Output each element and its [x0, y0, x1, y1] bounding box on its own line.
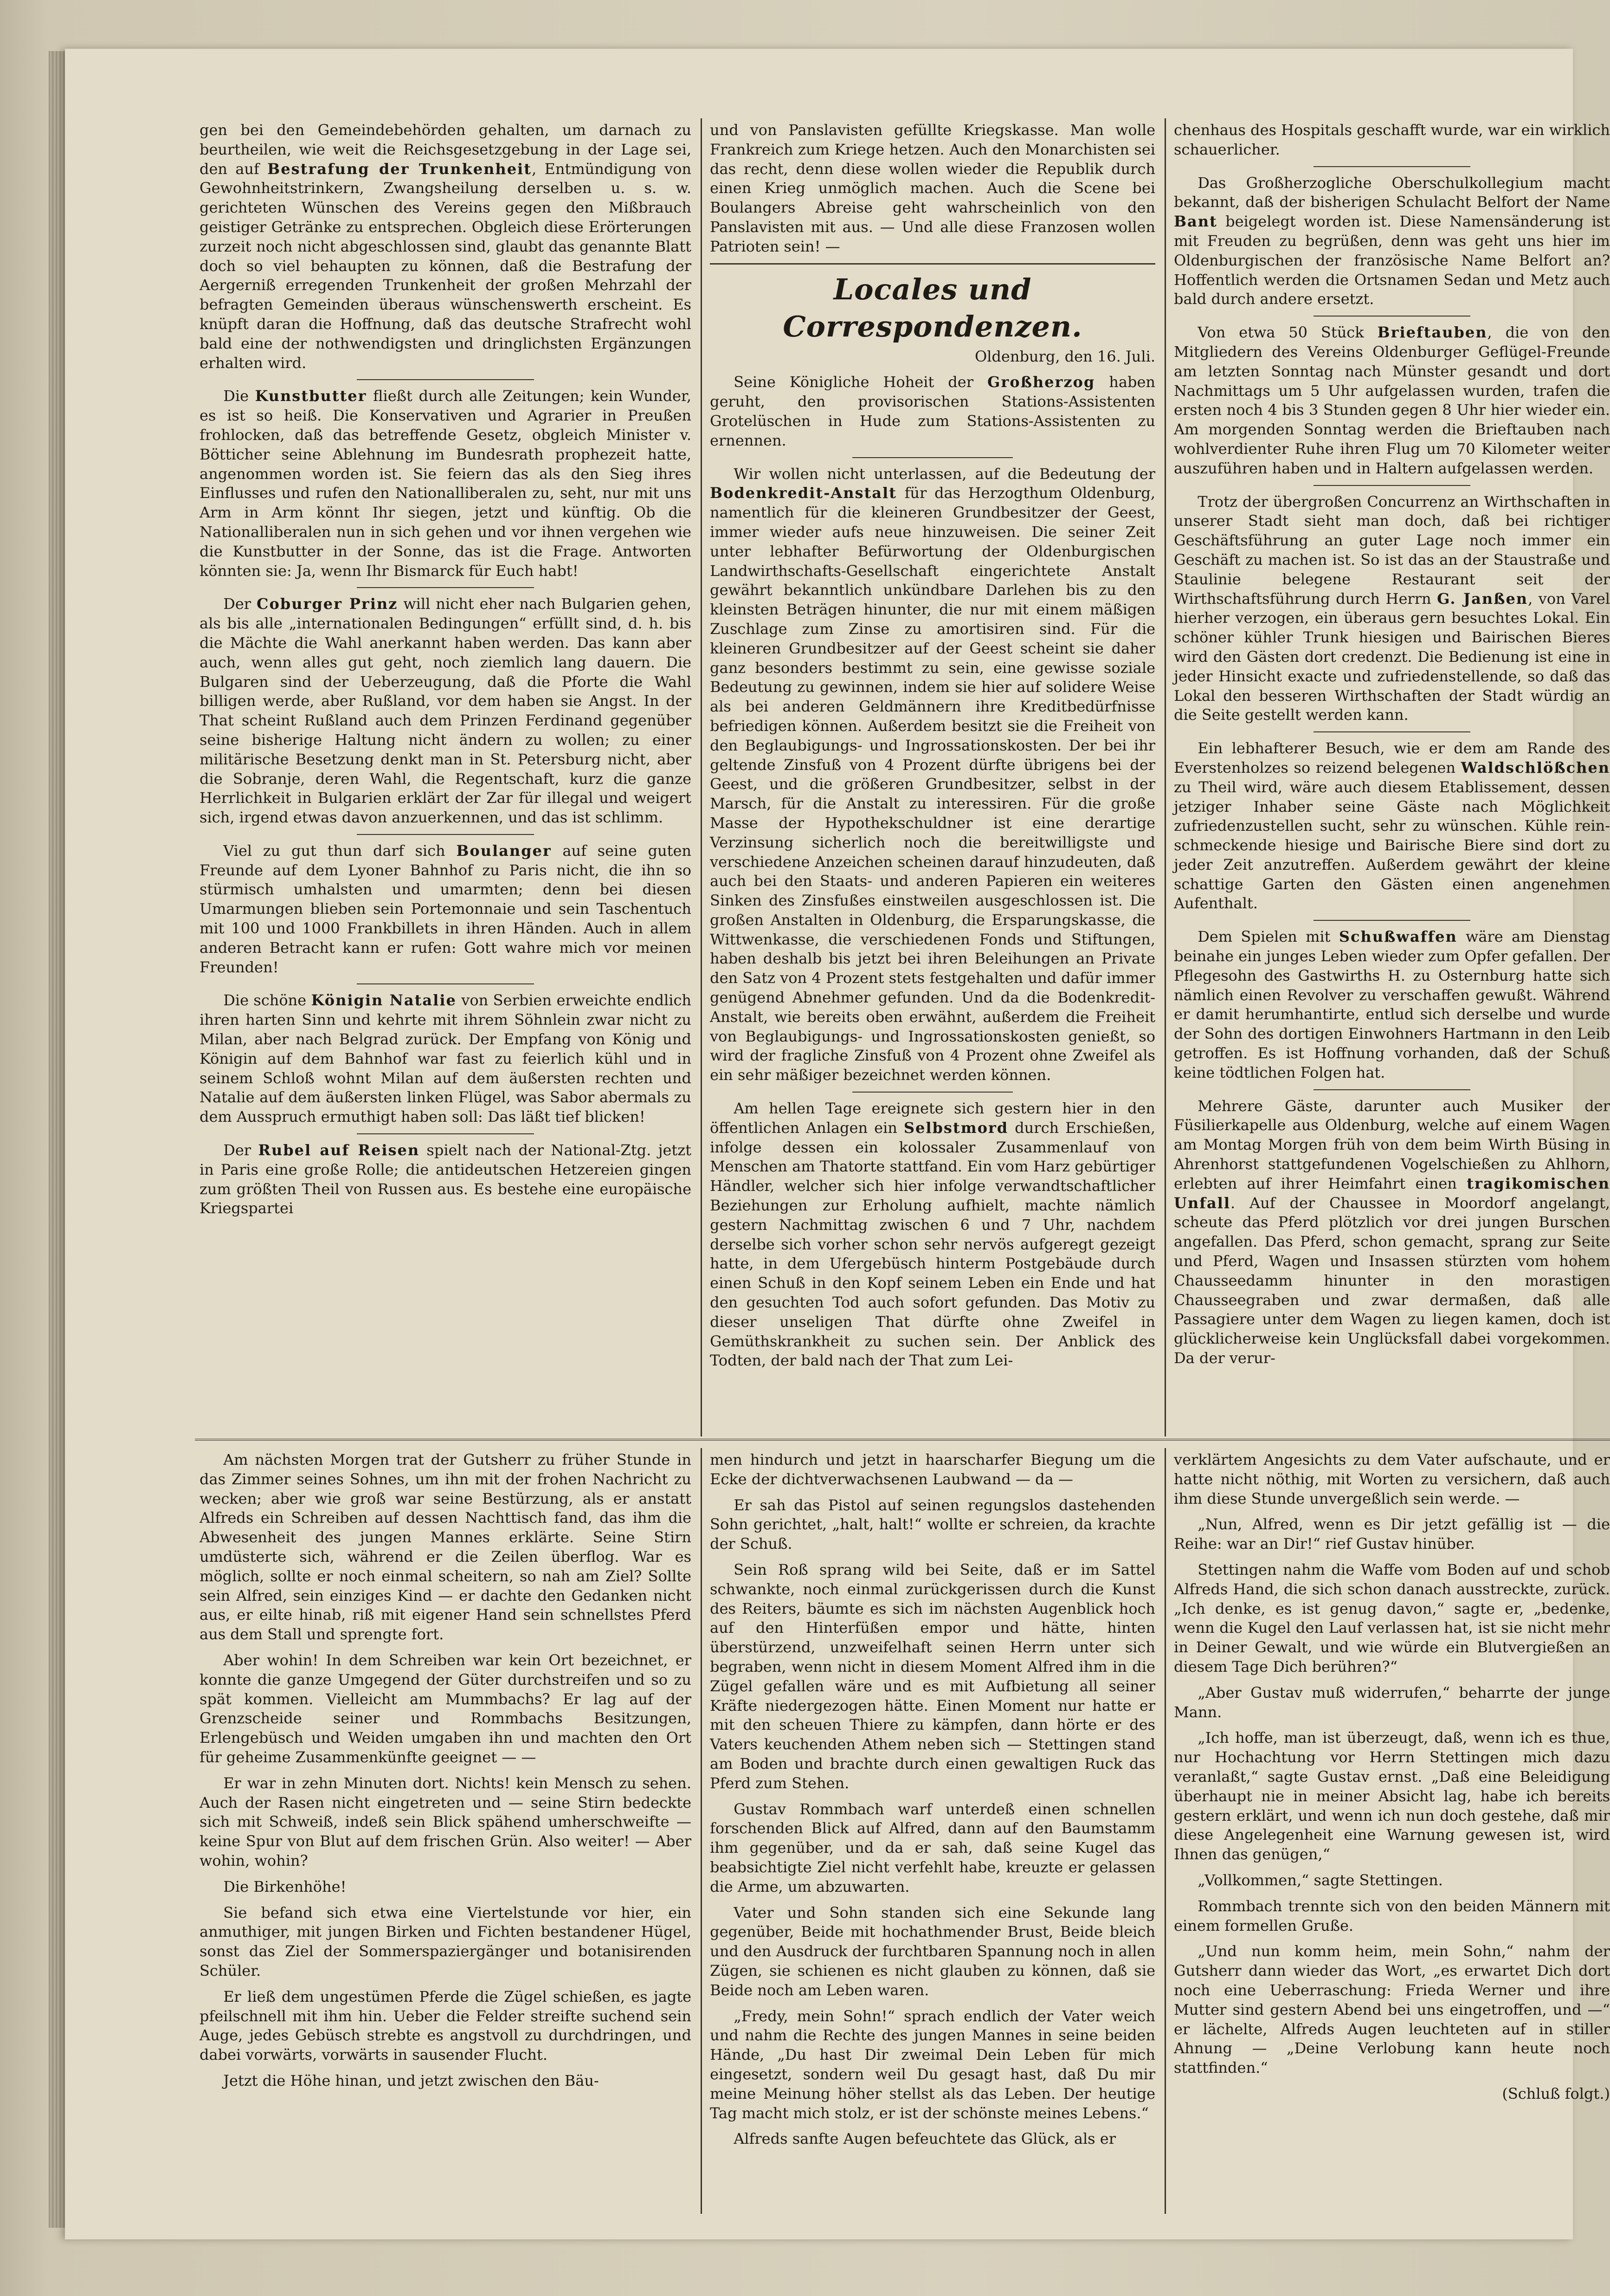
article-waldschloesschen [1174, 739, 1610, 913]
text: Am hellen Tage ereignete sich gestern hier in den öffentlichen Anlagen ein [710, 1099, 1155, 1137]
text: durch Erschießen, infolge dessen ein kolossaler Zusammenlauf von Menschen am Thatorte stattfand. Ein vom Harz gebürtiger Händler, welcher sich hier infolge verwandtschaftlicher Beziehungen zur Erholung aufhielt, machte nämlich gestern Nachmittag zwischen 6 und 7 Uhr, nachdem derselbe sich vorher schon sehr nervös aufgeregt gezeigt hatte, in dem Ufergebüsch hinterm Postgebäude durch einen Schuß in den Kopf seinem Leben ein Ende und hat den gesuchten Tod auch sofort gefunden. Das Motiv zu dieser unseligen That dürfte ohne Zweifel in Gemüthskrankheit zu suchen sein. Der Anblick des Todten, der bald nach der That zum Lei- [710, 1119, 1156, 1370]
story-paragraph: Aber wohin! In dem Schreiben war kein Ort bezeichnet, er konnte die ganze Umgegend der Güter durchstreifen und so zu spät kommen. Vielleicht am Mummbachs? Er lag auf der Grenzscheide seiner und Rommbachs Besitzungen, Erlengebüsch und Weiden umgaben ihn und machten den Ort für geheime Zusammenkünfte geeignet — — [200, 1651, 691, 1766]
divider [1314, 316, 1470, 317]
section-heading: Locales und Correspondenzen. [783, 272, 1082, 343]
story-paragraph: Jetzt die Höhe hinan, und jetzt zwischen den Bäu- [223, 2071, 599, 2089]
text: beigelegt worden ist. Diese Namensänderung ist mit Freuden zu begrüßen, denn was geht uns hier im Oldenburgischen der französische Name Belfort an? Hoffentlich werden die Ortsnamen Sedan und Metz auch bald durch andere ersetzt. [1174, 213, 1610, 308]
text: Trotz der übergroßen Concurrenz an Wirthschaften in unserer Stadt sieht man doch, daß bei richtiger Geschäftsführung an guter Lage noch immer ein Geschäft zu machen ist. So ist das an der Staustraße und Staulinie belegene Restaurant seit der Wirthschaftsführung durch Herrn [1174, 492, 1610, 608]
divider [1314, 920, 1470, 921]
story-paragraph: „Vollkommen,“ sagte Stettingen. [1198, 1871, 1443, 1889]
lower-column-1 [200, 1450, 691, 2212]
keyword: Selbstmord [903, 1119, 1009, 1137]
article-selbstmord [710, 1099, 1155, 1371]
text: auf seine guten Freunde auf dem Lyoner Bahnhof zu Paris nicht, die ihn so stürmisch umhalsten und umarmten; denn bei diesen Umarmungen blieben sein Portemonnaie und sein Taschentuch mit 100 und 1000 Frankbillets in ihren Händen. Auch in allem anderen Betracht kann er rufen: Gott wahre mich vor meinen Freunden! [200, 841, 692, 976]
text: , Entmündigung von Gewohnheitstrinkern, Zwangsheilung derselben u. s. w. gerichteten Wünschen des Vereins gegen den Mißbrauch geistiger Getränke zu entsprechen. Obgleich diese Erörterungen zurzeit noch nicht abgeschlossen sind, glaubt das genannte Blatt doch so viel behaupten zu können, daß die Bestrafung der Aergerniß erregenden Trunkenheit der großen Mehrzahl der befragten Gemeinden überaus wünschenswerth erscheint. Es knüpft daran die Hoffnung, daß das deutsche Strafrecht wohl bald eine der nothwendigsten und dringlichsten Ergänzungen erhalten wird. [200, 160, 691, 372]
text: Viel zu gut thun darf sich [223, 841, 457, 860]
lower-column-2 [710, 1450, 1155, 2212]
article-coburger-prinz [200, 595, 691, 828]
lower-column-3 [1174, 1450, 1610, 2212]
story-paragraph: „Nun, Alfred, wenn es Dir jetzt gefällig ist — die Reihe: war an Dir!“ rief Gustav hinüber. [1174, 1515, 1610, 1553]
text: Das Großherzogliche Oberschulkollegium macht bekannt, daß der bisherigen Schulacht Belfort der Name [1174, 174, 1610, 211]
article-bant [1174, 174, 1610, 310]
article-leichenhaus: chenhaus des Hospitals geschafft wurde, war ein wirklich schauerlicher. [1174, 121, 1610, 158]
keyword: Boulanger [456, 841, 552, 860]
column-rule [1165, 1448, 1166, 2214]
divider [852, 1092, 1013, 1093]
keyword: Kunstbutter [255, 387, 367, 405]
divider [1314, 1089, 1470, 1090]
keyword: Königin Natalie [311, 991, 457, 1009]
keyword: Bant [1174, 213, 1217, 231]
divider [1314, 166, 1470, 167]
story-paragraph: „Fredy, mein Sohn!“ sprach endlich der Vater weich und nahm die Rechte des jungen Mannes in seine beiden Hände, „Du hast Dir zweimal Dein Leben für mich eingesetzt, sondern weil Du gesagt hast, daß Du mir meine Meinung höher stellst als das Leben. Der heutige Tag macht mich stolz, er ist der schönste meines Lebens.“ [710, 2007, 1155, 2122]
divider [357, 379, 534, 380]
text: Die schöne [223, 991, 311, 1009]
upper-column-3 [1174, 121, 1610, 1434]
article-panslavisten: und von Panslavisten gefüllte Kriegskasse. Man wolle Frankreich zum Kriege hetzen. Auch den Monarchisten sei das recht, denn diese wollen wieder die Republik durch einen Krieg unmöglich machen. Auch die Scene bei Boulangers Abreise geht wahrscheinlich von den Panslavisten mit aus. — Und alle diese Franzosen wollen Patrioten sein! — [710, 121, 1155, 255]
article-natalie [200, 991, 691, 1127]
story-paragraph: Am nächsten Morgen trat der Gutsherr zu früher Stunde in das Zimmer seines Sohnes, um ihn mit der frohen Nachricht zu wecken; aber wie groß war seine Bestürzung, als er anstatt Alfreds ein Schreiben auf dessen Nachttisch fand, das ihm die Abwesenheit des jungen Mannes erklärte. Seine Stirn umdüsterte sich, während er die Zeilen überflog. War es möglich, sollte er noch einmal scheitern, so nah am Ziel? Sollte sein Alfred, sein einziges Kind — er dachte den Gedanken nicht aus, er eilte hinab, riß mit eigener Hand sein schnellstes Pferd aus dem Stall und sprengte fort. [200, 1451, 691, 1643]
text: Seine Königliche Hoheit der [734, 373, 988, 391]
upper-column-1 [200, 121, 691, 1434]
keyword: Coburger Prinz [257, 595, 398, 613]
stacked-page-edges [49, 51, 67, 2228]
newspaper-page [65, 49, 1610, 2239]
text: Die [223, 387, 255, 405]
section-rule [710, 263, 1155, 265]
text: Der [223, 1141, 258, 1159]
keyword: G. Janßen [1437, 589, 1528, 608]
article-trunkenheit [200, 121, 691, 373]
story-paragraph: men hindurch und jetzt in haarscharfer Biegung um die Ecke der dichtverwachsenen Laubwand — da — [710, 1451, 1155, 1488]
divider [1314, 485, 1470, 486]
text: Ein lebhafterer Besuch, wie er dem am Rande des Everstenholzes so reizend belegenen [1174, 739, 1610, 776]
keyword: Brieftauben [1377, 323, 1488, 342]
story-paragraph: Stettingen nahm die Waffe vom Boden auf und schob Alfreds Hand, die sich schon danach ausstreckte, zurück. „Ich denke, es ist genug davon,“ sagte er, „bedenke, wenn die Kugel den Lauf verlassen hat, ist sie nicht mehr in Deiner Gewalt, und wie würde ein Blutvergießen an diesem Tage Dich berühren?“ [1174, 1560, 1610, 1675]
text: will nicht eher nach Bulgarien gehen, als bis alle „internationalen Bedingungen“ erfüllt sind, d. h. bis die Mächte die Wahl anerkannt haben werden. Das kann aber auch, wenn alles gut geht, noch ziemlich lang dauern. Die Bulgaren sind der Ueberzeugung, daß die Pforte die Wahl billigen werde, aber Rußland, vor dem haben sie Angst. In der That scheint Rußland auch dem Prinzen Ferdinand gegenüber seine bisherige Haltung nicht ändern zu wollen; zu einer militärische Besetzung denkt man in St. Petersburg nicht, aber die Sobranje, deren Wahl, die Regentschaft, kurz die ganze Herrlichkeit in Bulgarien erklärt der Zar für illegal und weigert sich, irgend etwas davon anzuerkennen, und das ist schlimm. [200, 595, 692, 827]
text: zu Theil wird, wäre auch diesem Etablissement, dessen jetziger Inhaber seine Gäste nach Möglichkeit zufriedenzustellen sucht, sehr zu wünschen. Kühle rein-schmeckende hiesige und Bairische Biere sind dort zu jeder Zeit anzutreffen. Außerdem gewährt der kleine schattige Garten den Gästen einen angenehmen Aufenthalt. [1174, 778, 1610, 912]
divider [1314, 731, 1470, 732]
story-paragraph: verklärtem Angesichts zu dem Vater aufschaute, und er hatte nicht nöthig, mit Worten zu versichern, daß auch ihm diese Stunde unvergeßlich sein werde. — [1174, 1451, 1610, 1507]
story-paragraph: Sein Roß sprang wild bei Seite, daß er im Sattel schwankte, noch einmal zurückgerissen durch die Kunst des Reiters, bäumte es sich im nächsten Augenblick hoch auf den Hinterfüßen empor und hätte, hinten überstürzend, unzweifelhaft seinen Herrn unter sich begraben, wenn nicht in diesem Moment Alfred ihm in die Zügel gefallen wäre und es mit Aufbietung all seiner Kräfte niedergezogen hätte. Einen Moment nur hatte er mit den scheuen Thiere zu kämpfen, dann hörte er des Vaters keuchenden Athem neben sich — Stettingen stand am Boden und brachte durch einen gewaltigen Ruck das Pferd zum Stehen. [710, 1560, 1155, 1792]
article-unfall [1174, 1097, 1610, 1368]
story-paragraph: Er ließ dem ungestümen Pferde die Zügel schießen, es jagte pfeilschnell mit ihm hin. Ueber die Felder streifte suchend sein Auge, jedes Gebüsch strebte es angstvoll zu durchdringen, und dabei vorwärts, vorwärts in sausender Flucht. [200, 1987, 691, 2064]
feuilleton-separator [195, 1439, 1610, 1441]
keyword: Rubel auf Reisen [258, 1141, 420, 1159]
text: Von etwa 50 Stück [1198, 323, 1378, 342]
story-paragraph: Rommbach trennte sich von den beiden Männern mit einem formellen Gruße. [1174, 1897, 1610, 1934]
text: Wir wollen nicht unterlassen, auf die Bedeutung der [734, 465, 1155, 483]
dateline: Oldenburg, den 16. Juli. [974, 347, 1155, 365]
text: , die von den Mitgliedern des Vereins Oldenburger Geflügel-Freunde am letzten Sonntag nach Münster gesandt und dort Nachmittags um 5 Uhr aufgelassen wurden, trafen die ersten noch 4 bis 3 Stunden gegen 8 Uhr hier wieder ein. Am morgenden Sonntag werden die Brieftauben nach wohlverdienter Ruhe ihren Flug um 70 Kilometer weiter auszuführen haben und in Haltern aufgelassen werden. [1174, 323, 1610, 477]
story-paragraph: Vater und Sohn standen sich eine Sekunde lang gegenüber, Beide mit hochathmender Brust, Beide bleich und den Ausdruck der furchtbaren Spannung noch in allen Zügen, sie schienen es nicht glauben zu können, daß sie Beide noch am Leben waren. [710, 1903, 1155, 1999]
text: spielt nach der National-Ztg. jetzt in Paris eine große Rolle; die antideutschen Hetzereien gingen zum größten Theil von Russen aus. Es bestehe eine europäische Kriegspartei [200, 1141, 691, 1217]
story-paragraph: Sie befand sich etwa eine Viertelstunde vor hier, ein anmuthiger, mit jungen Birken und Fichten bestandener Hügel, sonst das Ziel der Sommerspaziergänger und botanisirenden Schüler. [200, 1903, 691, 1979]
article-janssen [1174, 492, 1610, 725]
text: wäre am Dienstag beinahe ein junges Leben wieder zum Opfer gefallen. Der Pflegesohn des Gastwirths H. zu Osternburg hatte sich nämlich einen Revolver zu verschaffen gewußt. Während er damit herumhantirte, entlud sich derselbe und wurde der Sohn des dortigen Einwohners Hartmann in den Leib getroffen. Es ist Hoffnung vorhanden, daß der Schuß keine tödtlichen Folgen hat. [1174, 928, 1610, 1081]
text: . Auf der Chaussee in Moordorf angelangt, scheute das Pferd plötzlich vor drei jungen Burschen angefallen. Das Pferd, schon gemacht, sprang zur Seite und Pferd, Wagen und Insassen stürzten vom hohem Chausseedamm hinunter in den morastigen Chausseegraben und zwar dermaßen, daß alle Passagiere unter dem Wagen zu liegen kamen, doch ist glücklicherweise kein Unglücksfall dabei vorgekommen. Da der verur- [1174, 1194, 1610, 1367]
column-rule [701, 1448, 702, 2214]
article-boulanger [200, 841, 691, 977]
article-schusswaffen [1174, 927, 1610, 1082]
article-rubel [200, 1141, 691, 1218]
story-paragraph: Die Birkenhöhe! [223, 1877, 347, 1895]
divider [357, 834, 534, 835]
text: Mehrere Gäste, darunter auch Musiker der Füsilierkapelle aus Oldenburg, welche auf einem Wagen am Montag Morgen früh von dem beim Wirth Büsing in Ahrenhorst stattgefundenen Vogelschießen zu Ahlhorn, erlebten auf ihrer Heimfahrt einen [1174, 1097, 1610, 1192]
divider [852, 457, 1013, 458]
story-paragraph: Alfreds sanfte Augen befeuchtete das Glück, als er [734, 2130, 1116, 2148]
text: von Serbien erweichte endlich ihren harten Sinn und kehrte mit ihrem Söhnlein zwar nicht zu Milan, aber nach Belgrad zurück. Der Empfang von König und Königin auf dem Bahnhof war fast zu feierlich kühl und in seinem Schloß wohnt Milan auf dem äußersten rechten und Natalie auf dem äußersten linken Flügel, was Sabor abermals zu dem Ausspruch ermuthigt haben soll: Das läßt tief blicken! [200, 991, 692, 1126]
column-rule [1165, 118, 1166, 1436]
text: für das Herzogthum Oldenburg, namentlich für die kleineren Grundbesitzer der Geest, immer wieder aufs neue hinzuweisen. Die seiner Zeit unter lebhafter Befürwortung der Oldenburgischen Landwirthschafts-Gesellschaft eingerichtete Anstalt gewährt bekanntlich unkündbare Darlehen bis zu den kleinsten Beträgen hinunter, die nur mit einem mäßigen Zuschlage zum Zinse zu amortisiren sind. Für die kleineren Grundbesitzer auf der Geest scheint sie daher ganz besonders bestimmt zu sein, eine gewisse soziale Bedeutung zu gewinnen, indem sie hier auf solidere Weise als bei anderen Geldmännern ihre Kreditbedürfnisse befriedigen können. Außerdem besitzt sie die Freiheit von den Beglaubigungs- und Ingrossationskosten. Der bei ihr geltende Zinsfuß von 4 Prozent dürfte übrigens bei der Geest, und die größeren Grundbesitzer, selbst in der Marsch, für die Anstalt zu interessiren. Für die große Masse der Hypothekschuldner ist eine derartige Verzinsung sicherlich noch die bereitwilligste und verschiedene Anzeichen scheinen darauf hinzudeuten, daß auch bei den Staats- und anderen Papieren ein weiteres Sinken des Zinsfußes einstweilen ausgeschlossen ist. Die großen Anstalten in Oldenburg, die Ersparungskasse, die Wittwenkasse, die verschiedenen Fonds und Stiftungen, haben deshalb bis jetzt bei ihren Beleihungen an Private den Satz von 4 Prozent stets festgehalten und dafür immer genügend Abnehmer gefunden. Und da die Bodenkredit-Anstalt, wie bereits oben erwähnt, außerdem die Freiheit von Beglaubigungs- und Ingrossationskosten genießt, so wird der fragliche Zinsfuß von 4 Prozent ohne Zweifel als ein sehr mäßiger bezeichnet werden können. [710, 484, 1155, 1084]
story-paragraph: Er war in zehn Minuten dort. Nichts! kein Mensch zu sehen. Auch der Rasen nicht eingetreten und — seine Stirn bedeckte sich mit Schweiß, indeß sein Blick spähend umherschweifte — keine Spur von Blut auf dem frischen Grün. Also weiter! — Aber wohin, wohin? [200, 1774, 691, 1869]
text: Der [223, 595, 257, 613]
story-paragraph: „Und nun komm heim, mein Sohn,“ nahm der Gutsherr dann wieder das Wort, „es erwartet Dich dort noch eine Ueberraschung: Frieda Werner und ihre Mutter sind gestern Abend bei uns eingetroffen, und —“ er lächelte, Alfreds Augen leuchteten auf in stiller Ahnung — „Deine Verlobung kann heute noch stattfinden.“ [1174, 1942, 1610, 2077]
article-kunstbutter [200, 387, 691, 581]
keyword: tragikomischen Unfall [1174, 1174, 1610, 1212]
story-paragraph: „Aber Gustav muß widerrufen,“ beharrte der junge Mann. [1174, 1683, 1610, 1721]
keyword: Schußwaffen [1339, 928, 1457, 946]
text: gen bei den Gemeindebehörden gehalten, um darnach zu beurtheilen, wie weit die Reichsgesetzgebung in der Lage sei, den auf [200, 121, 691, 178]
story-paragraph: Gustav Rommbach warf unterdeß einen schnellen forschenden Blick auf Alfred, dann auf den Baumstamm ihm gegenüber, und da er sah, daß seine Kugel das beabsichtigte Ziel nicht verfehlt habe, kreuzte er gelassen die Arme, um abzuwarten. [710, 1800, 1155, 1895]
article-grossherzog [710, 373, 1155, 450]
article-brieftauben [1174, 323, 1610, 478]
story-paragraph: „Ich hoffe, man ist überzeugt, daß, wenn ich es thue, nur Hochachtung vor Herrn Stettingen mich dazu veranlaßt,“ sagte Gustav ernst. „Daß eine Beleidigung überhaupt nie in meiner Absicht lag, habe ich bereits gestern erklärt, und wenn ich nun doch gestehe, daß mir diese Angelegenheit eine Warnung gewesen ist, wird Ihnen das genügen,“ [1174, 1729, 1610, 1863]
keyword: Bestrafung der Trunkenheit [267, 160, 532, 178]
text: , von Varel hierher verzogen, ein überaus gern besuchtes Lokal. Ein schöner kühler Trunk hiesigen und Bairischen Bieres wird den Gästen dort credenzt. Die Bedienung ist eine in jeder Hinsicht exacte und zufriedenstellende, so daß das Lokal den besseren Wirthschaften der Stadt würdig an die Seite gestellt werden kann. [1174, 589, 1610, 724]
text: haben geruht, den provisorischen Stations-Assistenten Grotelüschen in Hude zum Stations-Assistenten zu ernennen. [710, 373, 1156, 449]
keyword: Großherzog [987, 373, 1095, 391]
story-paragraph: Er sah das Pistol auf seinen regungslos dastehenden Sohn gerichtet, „halt, halt!“ wollte er schreien, da krachte der Schuß. [710, 1496, 1155, 1553]
text: Dem Spielen mit [1198, 928, 1339, 946]
continuation-note: (Schluß folgt.) [1502, 2084, 1610, 2102]
keyword: Bodenkredit-Anstalt [710, 484, 897, 502]
article-bodenkredit [710, 465, 1155, 1086]
divider [357, 1133, 534, 1134]
keyword: Waldschlößchen [1461, 758, 1610, 776]
column-rule [701, 118, 702, 1436]
upper-column-2 [710, 121, 1155, 1434]
divider [357, 983, 534, 984]
text: fließt durch alle Zeitungen; kein Wunder, es ist so heiß. Die Konservativen und Agrarier in Preußen frohlocken, daß das betreffende Gesetz, obgleich Minister v. Bötticher seine Ablehnung im Bundesrath prophezeit hatte, angenommen worden ist. Sie feiern das als den Sieg ihres Einflusses und rufen den Nationalliberalen zu, seht, nur mit uns Arm in Arm könnt Ihr siegen, jetzt und künftig. Ob die Nationalliberalen nun in sich gehen und vor ihnen vergehen wie die Kunstbutter in der Sonne, das ist die Frage. Antworten könnten sie: Ja, wenn Ihr Bismarck für Euch habt! [200, 387, 692, 580]
divider [357, 587, 534, 588]
